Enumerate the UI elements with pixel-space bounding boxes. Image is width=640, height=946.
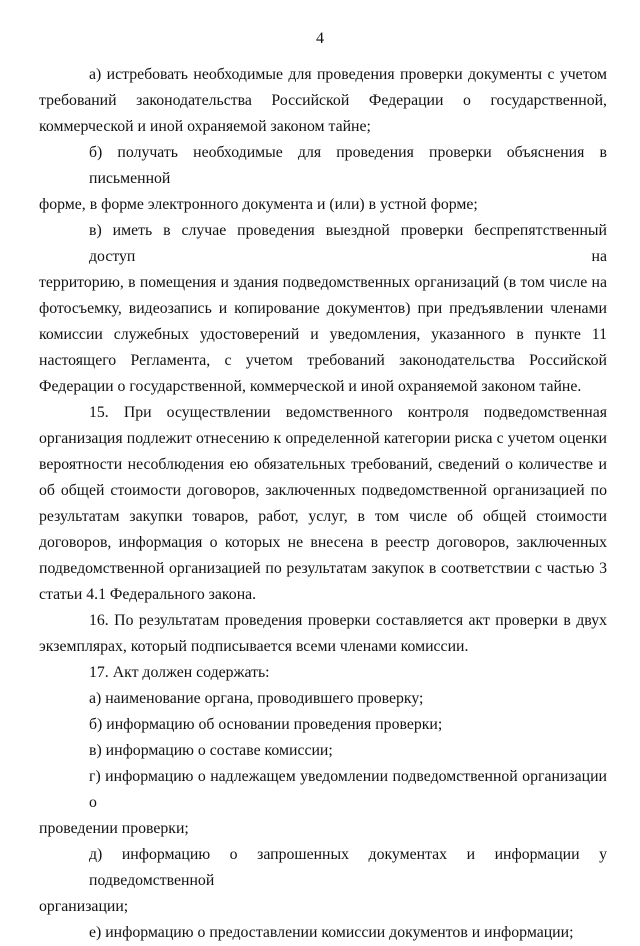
paragraph-continuation: требований законодательства Российской Федерации о государственной, коммерческой и иной охраняемой законом тайне; xyxy=(39,92,607,135)
paragraph-first-line: 17. Акт должен содержать: xyxy=(89,664,270,681)
paragraph-first-line: е) информацию о предоставлении комиссии документов и информации; xyxy=(89,924,574,941)
paragraph-16-inspection-act xyxy=(39,608,607,660)
paragraph-first-line: б) получать необходимые для проведения проверки объяснения в письменной xyxy=(89,144,607,187)
paragraph-first-line: д) информацию о запрошенных документах и информации у подведомственной xyxy=(89,846,607,889)
paragraph-17-act-contents xyxy=(89,660,607,686)
paragraph-a-request-documents xyxy=(39,62,607,140)
paragraph-continuation: организация подлежит отнесению к определенной категории риска с учетом оценки вероятности несоблюдения ею обязательных требований, сведений о количестве и об общей стоимости договоров, заключенных подведомственной организацией по результатам закупки товаров, работ, услуг, в том числе об общей стоимости договоров, информация о которых не внесена в реестр договоров, заключенных подведомственной организацией по результатам закупок в соответствии с частью 3 статьи 4.1 Федерального закона. xyxy=(39,430,607,603)
paragraph-first-line: 15. При осуществлении ведомственного контроля подведомственная xyxy=(89,404,607,421)
paragraph-continuation: экземплярах, который подписывается всеми членами комиссии. xyxy=(39,638,469,655)
paragraph-first-line: в) иметь в случае проведения выездной проверки беспрепятственный доступ на xyxy=(89,222,607,265)
list-item-d-requested-documents xyxy=(39,842,607,920)
paragraph-continuation: территорию, в помещения и здания подведомственных организаций (в том числе на фотосъемку, видеозапись и копирование документов) при предъявлении членами комиссии служебных удостоверений и уведомления, указанного в пункте 11 настоящего Регламента, с учетом требований законодательства Российской Федерации о государственной, коммерческой и иной охраняемой законом тайне. xyxy=(39,274,607,395)
page-number: 4 xyxy=(316,30,324,47)
document-body xyxy=(39,62,607,946)
paragraph-15-risk-category xyxy=(39,400,607,608)
paragraph-first-line: а) наименование органа, проводившего проверку; xyxy=(89,690,424,707)
paragraph-continuation: форме, в форме электронного документа и (или) в устной форме; xyxy=(39,196,478,213)
list-item-v-commission xyxy=(89,738,607,764)
paragraph-first-line: б) информацию об основании проведения проверки; xyxy=(89,716,443,733)
paragraph-first-line: г) информацию о надлежащем уведомлении подведомственной организации о xyxy=(89,768,607,811)
paragraph-b-obtain-explanations xyxy=(39,140,607,218)
paragraph-first-line: 16. По результатам проведения проверки составляется акт проверки в двух xyxy=(89,612,607,629)
paragraph-first-line: в) информацию о составе комиссии; xyxy=(89,742,333,759)
list-item-g-notification xyxy=(39,764,607,842)
list-item-b-basis xyxy=(89,712,607,738)
paragraph-continuation: организации; xyxy=(39,898,129,915)
paragraph-continuation: проведении проверки; xyxy=(39,820,189,837)
list-item-e-provided-documents xyxy=(89,920,607,946)
list-item-a-body-name xyxy=(89,686,607,712)
paragraph-first-line: а) истребовать необходимые для проведения проверки документы с учетом xyxy=(89,66,607,83)
paragraph-v-access xyxy=(39,218,607,400)
